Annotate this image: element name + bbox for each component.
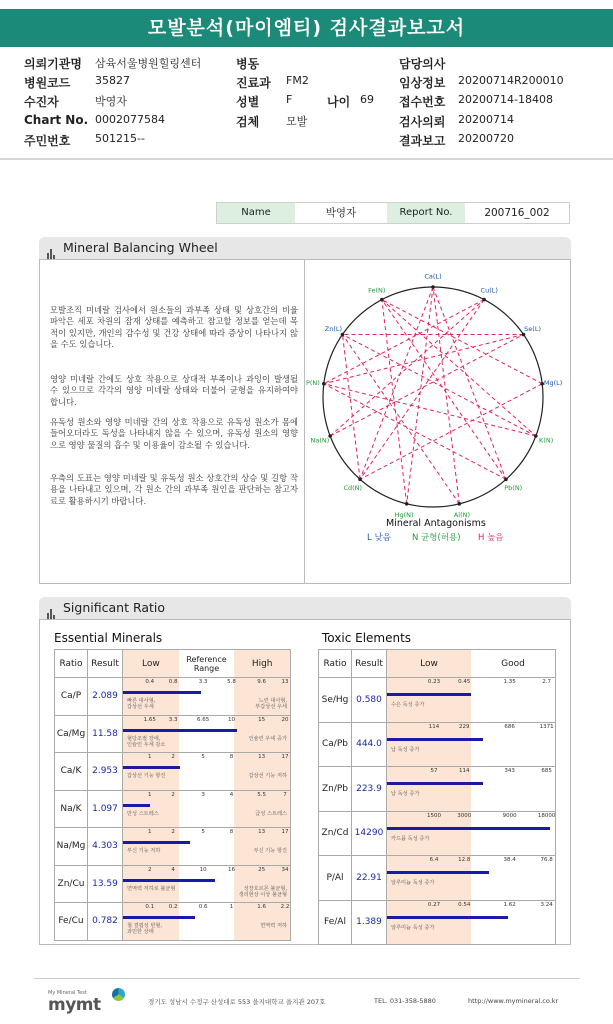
ratio-graph-cell <box>123 790 291 828</box>
ratio-result: 1.389 <box>352 900 387 945</box>
ratio-row <box>55 715 291 753</box>
ratio-row <box>55 678 291 716</box>
tick-label: 0.23 <box>427 679 441 685</box>
col-low: Low <box>387 650 471 677</box>
tick-labels <box>387 857 555 865</box>
ratio-graph <box>123 828 290 865</box>
rrn-label: 주민번호 <box>24 134 71 148</box>
result-bar <box>123 766 180 769</box>
ratio-graph-cell <box>387 767 556 812</box>
wheel-label: Cu(L) <box>480 286 498 295</box>
essential-header-row <box>55 650 291 678</box>
wheel-node <box>380 298 384 302</box>
tick-label: 5 <box>201 754 205 760</box>
ratio-graph <box>387 678 555 722</box>
col-reference: Reference Range <box>186 654 227 673</box>
wheel-node <box>534 434 538 438</box>
wheel-label: Mg(L) <box>543 378 563 387</box>
ratio-graph <box>387 812 555 856</box>
sig-title: Significant Ratio <box>63 600 166 615</box>
tick-label: 16 <box>228 866 236 873</box>
ratio-name: Ca/K <box>55 753 88 791</box>
col-high: High <box>234 650 290 677</box>
high-note: 성장호르몬 불균형, 생리현상 이상 불균형 <box>238 885 287 898</box>
ratio-name: Ca/Pb <box>319 722 352 767</box>
footer-tel: TEL. 031-358-5880 <box>374 997 436 1005</box>
tick-label: 0.1 <box>145 904 155 910</box>
low-note: 부신 기능 저하 <box>127 848 161 854</box>
wheel-node <box>504 478 508 482</box>
ratio-graph-cell <box>123 865 291 903</box>
tick-label: 3.3 <box>168 716 178 723</box>
ratio-graph <box>387 856 555 900</box>
ratio-graph-cell <box>387 722 556 767</box>
info-row-4 <box>24 113 594 130</box>
antagonism-line <box>342 335 360 480</box>
report-title: 모발분석(마이엠티) 검사결과보고서 <box>0 9 613 47</box>
ratio-name: P/Al <box>319 856 352 901</box>
result-bar <box>123 916 195 919</box>
high-note: 부신 기능 항진 <box>253 848 287 854</box>
ratio-result: 444.0 <box>352 722 387 767</box>
result-bar <box>123 879 215 882</box>
wheel-label: K(N) <box>539 436 554 445</box>
antagonism-line <box>433 287 506 479</box>
tick-label: 3 <box>201 791 205 798</box>
info-row-2 <box>24 74 594 91</box>
toxic-header-row <box>319 650 556 678</box>
receipt-label: 접수번호 <box>399 95 446 109</box>
low-note: 빠른 대사형, 갑상선 우세 <box>127 698 156 710</box>
tick-label: 5.5 <box>257 791 266 798</box>
tick-labels <box>123 867 290 875</box>
tick-label: 1.62 <box>503 901 516 908</box>
ratio-result: 22.91 <box>352 856 387 901</box>
sex-label: 성별 <box>236 95 260 109</box>
request-date-label: 검사의뢰 <box>399 115 446 129</box>
wheel-label: P(N) <box>305 378 320 387</box>
wheel-node <box>358 478 362 482</box>
result-bar <box>123 729 237 732</box>
name-value: 박영자 <box>325 207 357 219</box>
ratio-name: Fe/Al <box>319 900 352 945</box>
wheel-node <box>522 333 526 337</box>
ratio-graph <box>123 678 290 715</box>
age-label: 나이 <box>327 95 351 109</box>
wheel-node <box>405 502 409 506</box>
patient-label: 수진자 <box>24 95 59 109</box>
low-note: 카드뮴 독성 증가 <box>391 835 430 842</box>
info-row-5 <box>24 132 594 149</box>
wheel-node <box>431 285 435 289</box>
ratio-graph-cell <box>123 715 291 753</box>
ratio-result: 223.9 <box>352 767 387 812</box>
ratio-row <box>319 900 556 945</box>
tick-label: 686 <box>504 723 515 730</box>
essential-table <box>54 649 291 941</box>
col-ratio: Ratio <box>55 650 88 678</box>
tick-label: 5 <box>201 829 205 835</box>
legend-low: L 낮음 <box>367 533 391 543</box>
tick-label: 1500 <box>427 812 442 819</box>
tick-label: 7 <box>283 791 287 798</box>
antagonism-line <box>324 335 524 384</box>
antagonism-line <box>342 335 535 436</box>
age-value: 69 <box>360 93 374 106</box>
tick-label: 1.35 <box>503 679 516 685</box>
logo-mark-icon <box>112 988 125 1001</box>
ratio-row <box>319 811 556 856</box>
ratio-graph-cell <box>123 678 291 716</box>
tick-label: 0.6 <box>198 904 208 910</box>
ratio-row <box>319 856 556 901</box>
result-bar <box>123 691 201 694</box>
tick-label: 8 <box>229 754 234 760</box>
mymt-logo: mymt <box>48 995 101 1015</box>
result-bar <box>387 871 489 874</box>
tick-label: 2.7 <box>542 679 551 685</box>
result-bar <box>387 693 471 696</box>
tick-labels <box>387 902 555 910</box>
ratio-result: 14290 <box>352 811 387 856</box>
mbw-header <box>39 237 571 259</box>
tick-label: 1.6 <box>257 904 266 910</box>
ward-label: 병동 <box>236 57 260 71</box>
sig-header <box>39 597 571 619</box>
tick-labels <box>387 724 555 732</box>
footer-divider <box>34 978 580 979</box>
tick-label: 13 <box>281 679 289 685</box>
chart-no-label: Chart No. <box>24 113 89 127</box>
ratio-name: Zn/Cu <box>55 865 88 903</box>
tick-label: 4 <box>229 791 234 798</box>
antagonism-line <box>324 384 506 480</box>
high-note: 갑상선 기능 저하 <box>248 773 287 779</box>
wheel-node <box>482 298 486 302</box>
ratio-result: 0.782 <box>88 903 123 941</box>
name-report-box <box>216 202 570 224</box>
tick-label: 2 <box>147 866 152 873</box>
ratio-graph-cell <box>123 753 291 791</box>
wheel-label: Hg(N) <box>394 510 414 519</box>
tick-label: 18000 <box>537 812 556 819</box>
ratio-result: 11.58 <box>88 715 123 753</box>
wheel-circle <box>323 287 543 507</box>
legend-normal: N 균형(허용) <box>412 533 461 543</box>
wheel-label: Ca(L) <box>424 272 442 281</box>
tick-labels <box>387 679 555 687</box>
request-date-value: 20200714 <box>458 113 514 126</box>
tick-labels <box>123 679 290 687</box>
ratio-row <box>319 678 556 723</box>
antagonism-line <box>407 287 433 504</box>
receipt-value: 20200714-18408 <box>458 93 553 106</box>
ratio-row <box>55 828 291 866</box>
low-note: 알루미늄 독성 증가 <box>391 880 435 886</box>
low-note: 만성 스트레스 <box>127 810 159 817</box>
ratio-row <box>55 903 291 941</box>
tick-label: 1 <box>229 904 234 910</box>
low-note: 수은 독성 증가 <box>391 702 425 708</box>
low-note: 납 독성 증가 <box>391 791 420 797</box>
report-no-value: 200716_002 <box>484 207 550 219</box>
tick-label: 685 <box>541 768 552 774</box>
chart-no-value: 0002077584 <box>95 113 165 126</box>
ratio-result: 1.097 <box>88 790 123 828</box>
tick-label: 2 <box>171 754 175 760</box>
tick-label: 57 <box>430 768 438 774</box>
tick-label: 1 <box>147 754 152 760</box>
tick-label: 17 <box>281 829 289 835</box>
ratio-graph-cell <box>387 856 556 901</box>
mbw-paragraph-4: 우측의 도표는 영양 미네랄 및 유독성 원소 상호간의 상승 및 길항 작용을 나타내고 있으며, 각 원소 간의 과부족 원인을 판단하는 참고자료로 활용하시기 바랍니다. <box>50 473 298 506</box>
tick-label: 2 <box>171 791 175 798</box>
doctor-label: 담당의사 <box>399 57 446 71</box>
wheel-lines <box>324 287 542 504</box>
tick-label: 1 <box>147 829 152 835</box>
tick-labels <box>123 754 290 762</box>
tick-label: 1 <box>147 791 152 798</box>
ratio-result: 4.303 <box>88 828 123 866</box>
mbw-paragraph-2: 영양 미네랄 간에도 상호 작용으로 상대적 부족이나 과잉이 발생될 수 있으므로 각각의 영양 미네랄 상태와 더불어 균형을 유지하여야 합니다. <box>50 374 298 407</box>
patient-value: 박영자 <box>95 95 127 108</box>
tick-label: 10 <box>228 716 236 723</box>
low-note: 납 독성 증가 <box>391 746 420 753</box>
report-date-label: 결과보고 <box>399 134 446 148</box>
tick-label: 6.65 <box>197 716 210 723</box>
tick-label: 10 <box>199 866 207 873</box>
ratio-name: Zn/Cd <box>319 811 352 856</box>
ratio-graph <box>387 767 555 811</box>
col-result: Result <box>88 650 123 678</box>
ratio-result: 13.59 <box>88 865 123 903</box>
toxic-title: Toxic Elements <box>322 631 412 645</box>
antagonism-title: Mineral Antagonisms <box>386 518 486 529</box>
specimen-value: 모발 <box>286 115 308 128</box>
tick-label: 3.3 <box>198 679 208 685</box>
ratio-graph <box>123 903 290 940</box>
tick-labels <box>387 813 555 821</box>
tick-label: 20 <box>281 716 289 723</box>
tick-label: 6.4 <box>429 857 439 863</box>
department-label: 진료과 <box>236 76 271 90</box>
wheel-label: Na(N) <box>310 436 330 445</box>
tick-label: 0.4 <box>145 679 155 685</box>
low-note: 갑상선 기능 항진 <box>127 773 166 779</box>
ratio-name: Se/Hg <box>319 678 352 723</box>
high-note: 급성 스트레스 <box>255 810 287 817</box>
legend-high: H 높음 <box>478 533 504 543</box>
tick-label: 9.6 <box>257 679 266 685</box>
tick-label: 3.24 <box>540 901 553 908</box>
col-good: Good <box>501 658 525 669</box>
tick-label: 0.45 <box>458 679 471 685</box>
header-divider <box>0 158 613 160</box>
ratio-graph <box>123 791 290 828</box>
tick-label: 114 <box>459 768 470 774</box>
mbw-paragraph-3: 유독성 원소와 영양 미네랄 간의 상호 작용으로 유독성 원소가 몸에 들어오더라도 독성을 나타내지 않을 수 있으며, 유독성 원소의 영향으로 영양 물질의 흡수 및 이용율이 감소될 수 있습니다. <box>50 417 298 450</box>
ratio-graph-cell <box>123 903 291 941</box>
wheel-label: Pb(N) <box>504 484 523 493</box>
tick-label: 3000 <box>457 812 472 819</box>
institution-value: 삼육서울병원힐링센터 <box>95 57 202 70</box>
ratio-name: Ca/Mg <box>55 715 88 753</box>
footer-url[interactable]: http://www.mymineral.co.kr <box>468 997 559 1005</box>
ratio-graph <box>123 866 290 903</box>
hospital-code-label: 병원코드 <box>24 76 71 90</box>
ratio-name: Na/Mg <box>55 828 88 866</box>
tick-label: 1371 <box>539 723 554 730</box>
tick-label: 38.4 <box>503 857 516 863</box>
ratio-name: Ca/P <box>55 678 88 716</box>
range-header <box>387 650 556 678</box>
wheel-node <box>458 502 462 506</box>
report-date-value: 20200720 <box>458 132 514 145</box>
ratio-graph-cell <box>387 900 556 945</box>
tick-labels <box>123 829 290 837</box>
result-bar <box>123 841 190 844</box>
col-result: Result <box>352 650 387 678</box>
antagonism-line <box>324 384 536 436</box>
tick-label: 12.8 <box>458 857 471 863</box>
low-note: 혈당조절 장애, 인슐린 우세 감소 <box>127 735 166 748</box>
ratio-result: 2.089 <box>88 678 123 716</box>
toxic-table <box>318 649 556 945</box>
tick-label: 76.8 <box>540 857 553 863</box>
ratio-row <box>55 753 291 791</box>
rrn-value: 501215-- <box>95 132 145 145</box>
tick-label: 9000 <box>502 812 517 819</box>
tick-label: 0.27 <box>427 901 441 908</box>
tick-label: 4 <box>171 866 175 873</box>
clinical-info-label: 임상정보 <box>399 76 446 90</box>
info-row-1 <box>24 55 594 72</box>
tick-label: 343 <box>504 768 515 774</box>
tick-labels <box>387 768 555 776</box>
mbw-title: Mineral Balancing Wheel <box>63 240 218 255</box>
institution-label: 의뢰기관명 <box>24 57 82 71</box>
ratio-graph <box>387 901 555 945</box>
tick-labels <box>123 904 290 912</box>
tick-label: 5.8 <box>227 679 236 685</box>
tick-label: 34 <box>281 866 289 873</box>
tick-label: 25 <box>258 866 266 873</box>
ratio-row <box>319 767 556 812</box>
ratio-row <box>55 790 291 828</box>
info-row-3 <box>24 93 594 110</box>
ratio-graph <box>387 723 555 767</box>
low-note: 알루미늄 독성 증가 <box>391 924 435 931</box>
tick-label: 0.54 <box>458 901 471 908</box>
wheel-node <box>322 382 326 386</box>
low-note: 면역력 저하로 불균형 <box>127 885 176 892</box>
tick-labels <box>123 792 290 800</box>
tick-label: 2 <box>171 829 175 835</box>
department-value: FM2 <box>286 74 309 87</box>
ratio-row <box>55 865 291 903</box>
tick-label: 17 <box>281 754 289 760</box>
tick-labels <box>123 717 290 725</box>
ratio-graph <box>123 716 290 753</box>
ratio-graph-cell <box>123 828 291 866</box>
essential-title: Essential Minerals <box>54 631 163 645</box>
high-note: 인슐린 우세 증가 <box>248 735 287 742</box>
antagonism-line <box>360 384 542 480</box>
ratio-graph-cell <box>387 678 556 723</box>
wheel-labels <box>306 273 562 519</box>
wheel-label: Zn(L) <box>324 324 343 333</box>
ratio-name: Fe/Cu <box>55 903 88 941</box>
wheel-label: Se(L) <box>524 324 541 333</box>
tick-label: 15 <box>258 716 266 723</box>
tick-label: 114 <box>428 723 440 730</box>
wheel-node <box>341 333 345 337</box>
antagonism-line <box>382 300 407 504</box>
name-label: Name <box>217 203 295 223</box>
tick-label: 8 <box>229 829 234 835</box>
ratio-name: Na/K <box>55 790 88 828</box>
tick-label: 13 <box>258 829 266 835</box>
ratio-graph <box>123 753 290 790</box>
high-note: 느린 대사형, 부갑상선 우세 <box>255 698 287 710</box>
hospital-code-value: 35827 <box>95 74 130 87</box>
range-header <box>123 650 291 678</box>
result-bar <box>387 782 483 785</box>
ratio-result: 2.953 <box>88 753 123 791</box>
logo-tagline: My Mineral Test <box>48 990 87 996</box>
result-bar <box>387 738 483 741</box>
high-note: 면역력 저하 <box>260 923 287 929</box>
tick-label: 1.65 <box>143 716 156 723</box>
sex-value: F <box>286 93 293 106</box>
tick-label: 0.2 <box>168 904 178 910</box>
wheel-label: Al(N) <box>453 510 471 519</box>
tick-label: 229 <box>459 723 470 730</box>
tick-label: 13 <box>258 754 266 760</box>
ratio-result: 0.580 <box>352 678 387 723</box>
result-bar <box>387 827 550 830</box>
col-ratio: Ratio <box>319 650 352 678</box>
result-bar <box>387 916 508 919</box>
col-low: Low <box>123 650 179 677</box>
specimen-label: 검체 <box>236 115 260 129</box>
clinical-info-value: 20200714R200010 <box>458 74 564 87</box>
wheel-label: Fe(N) <box>368 286 386 295</box>
wheel-label: Cd(N) <box>343 484 363 493</box>
tick-label: 0.8 <box>168 679 178 685</box>
report-no-label: Report No. <box>387 203 465 223</box>
ratio-graph-cell <box>387 811 556 856</box>
result-bar <box>123 804 150 807</box>
antagonism-line <box>360 300 484 480</box>
low-note: 철 결핍성 빈혈, 과민한 상태 <box>127 923 163 935</box>
tick-label: 2.2 <box>280 904 290 910</box>
mbw-paragraph-1: 모발조직 미네랄 검사에서 원소들의 과부족 상태 및 상호간의 비율 파악은 세포 차원의 잠재 상태를 예측하고 참고할 정보를 얻는데 목적이 있지만, 개인의 감수성 및 건강 상태에 따라 증상이 나타나지 않을 수도 있습니다. <box>50 305 298 349</box>
ratio-name: Zn/Pb <box>319 767 352 812</box>
ratio-row <box>319 722 556 767</box>
footer-address: 경기도 성남시 수정구 산성대로 553 을지대학교 을지관 207호 <box>148 998 326 1006</box>
